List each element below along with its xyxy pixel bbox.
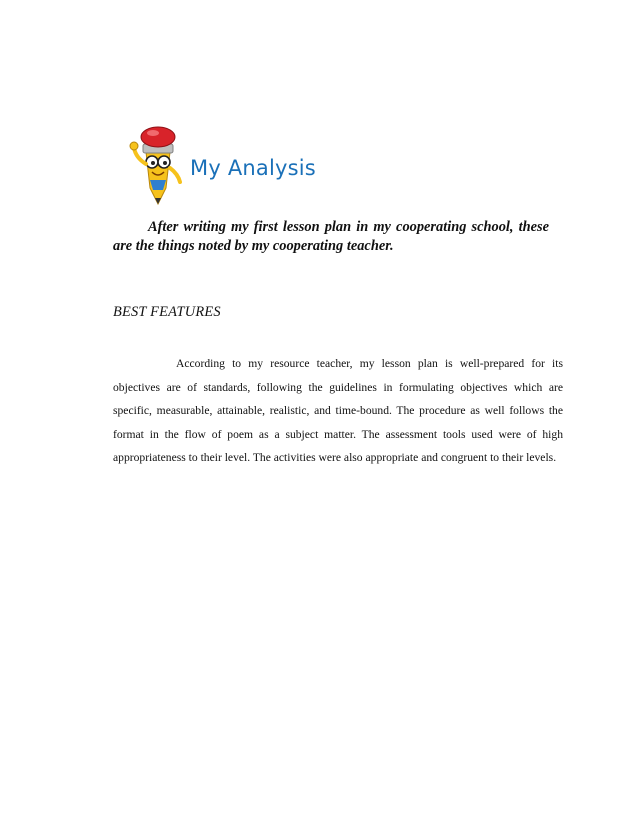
page-title: My Analysis — [190, 156, 316, 180]
intro-paragraph: After writing my first lesson plan in my cooperating school, these are the things noted by my cooperating teacher. — [113, 219, 549, 254]
pencil-mascot-icon — [126, 124, 188, 206]
section-body-paragraph: According to my resource teacher, my lesson plan is well-prepared for its objectives are of standards, following the guidelines in formulating objectives which are specific, measurable, attainable, realistic, and time-bound. The procedure as well follows the format in the flow of poem as a subject matter. The assessment tools used were of high appropriateness to their level. The activities were also appropriate and congruent to their levels. — [113, 357, 563, 464]
section-heading: BEST FEATURES — [113, 304, 221, 320]
